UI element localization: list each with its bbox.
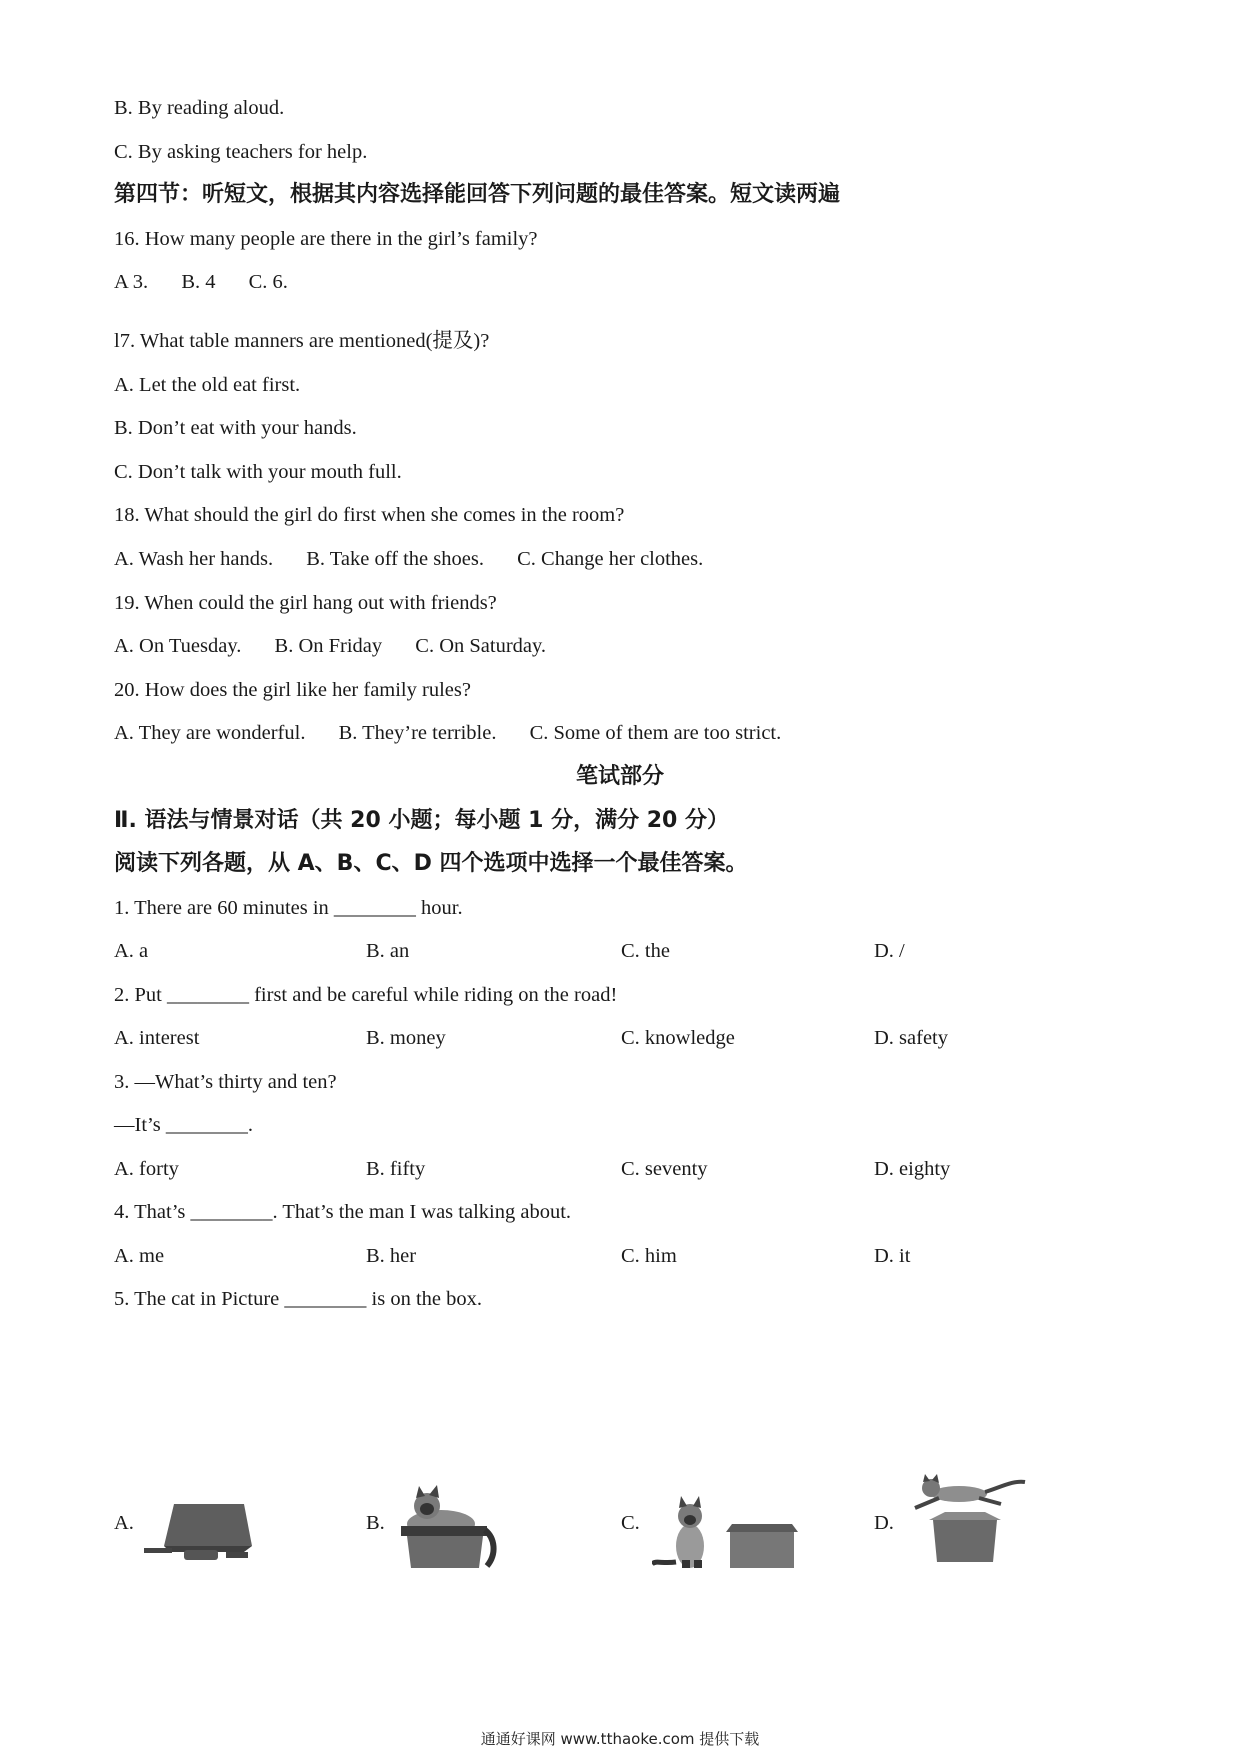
option: C. On Saturday. xyxy=(415,635,547,657)
option-d: D. it xyxy=(874,1245,911,1267)
option-b: B. money xyxy=(366,1027,446,1049)
option-c: C. xyxy=(621,1512,640,1534)
part2-heading: Ⅱ. 语法与情景对话（共 20 小题；每小题 1 分，满分 20 分） xyxy=(114,808,730,833)
grammar-question-2: 2. Put ________ first and be careful while riding on the road! xyxy=(114,984,618,1006)
question-19: 19. When could the girl hang out with friends? xyxy=(114,592,497,614)
options-20 xyxy=(114,720,809,746)
option-c: C. seventy xyxy=(621,1158,708,1180)
option-a: A. a xyxy=(114,940,149,962)
option-a: A. xyxy=(114,1512,134,1534)
option: C. 6. xyxy=(248,271,288,293)
option-b: B. her xyxy=(366,1245,417,1267)
grammar-question-1: 1. There are 60 minutes in ________ hour. xyxy=(114,897,463,919)
option: B. Take off the shoes. xyxy=(306,548,484,570)
option-c: C. him xyxy=(621,1245,677,1267)
option: B. They’re terrible. xyxy=(338,722,497,744)
options-18 xyxy=(114,546,731,572)
options-g3 xyxy=(114,1156,1014,1182)
option-b: B. fifty xyxy=(366,1158,426,1180)
option-d: D. xyxy=(874,1512,894,1534)
grammar-question-3: 3. —What’s thirty and ten? xyxy=(114,1071,337,1093)
option-line: A. Let the old eat first. xyxy=(114,374,301,396)
option-d: D. safety xyxy=(874,1027,949,1049)
written-part-title: 笔试部分 xyxy=(575,764,664,789)
options-16 xyxy=(114,269,316,295)
option-d: D. / xyxy=(874,940,905,962)
option-b: B. xyxy=(366,1512,385,1534)
option-c: C. knowledge xyxy=(621,1027,735,1049)
grammar-question-3-reply: —It’s ________. xyxy=(114,1114,253,1136)
option-d: D. eighty xyxy=(874,1158,951,1180)
question-16: 16. How many people are there in the girl’s family? xyxy=(114,228,538,250)
option-line: C. Don’t talk with your mouth full. xyxy=(114,461,402,483)
options-g2 xyxy=(114,1025,1014,1051)
cat-beside-box-icon xyxy=(652,1490,802,1570)
option-line: B. By reading aloud. xyxy=(114,97,285,119)
option: B. 4 xyxy=(181,271,216,293)
option-c: C. the xyxy=(621,940,670,962)
grammar-question-5: 5. The cat in Picture ________ is on the box. xyxy=(114,1288,482,1310)
options-g1 xyxy=(114,938,1014,964)
option: A. Wash her hands. xyxy=(114,548,274,570)
question-17: l7. What table manners are mentioned(提及)? xyxy=(114,330,490,352)
option: C. Change her clothes. xyxy=(517,548,704,570)
part2-instruction: 阅读下列各题，从 A、B、C、D 四个选项中选择一个最佳答案。 xyxy=(114,851,748,876)
option-line: B. Don’t eat with your hands. xyxy=(114,417,357,439)
option-a: A. me xyxy=(114,1245,165,1267)
grammar-question-4: 4. That’s ________. That’s the man I was talking about. xyxy=(114,1201,572,1223)
option-line: C. By asking teachers for help. xyxy=(114,141,368,163)
option-b: B. an xyxy=(366,940,410,962)
option: B. On Friday xyxy=(274,635,383,657)
question-18: 18. What should the girl do first when she comes in the room? xyxy=(114,504,625,526)
cat-in-box-icon xyxy=(399,1482,499,1572)
footer-credit: 通通好课网 www.tthaoke.com 提供下载 xyxy=(480,1730,760,1748)
option: A. On Tuesday. xyxy=(114,635,242,657)
options-g4 xyxy=(114,1243,1014,1269)
options-19 xyxy=(114,633,574,659)
cat-above-box-icon xyxy=(909,1474,1029,1566)
picture-options xyxy=(114,1482,1054,1572)
option: A 3. xyxy=(114,271,149,293)
option: C. Some of them are too strict. xyxy=(529,722,782,744)
option-a: A. forty xyxy=(114,1158,179,1180)
box-over-cat-icon xyxy=(144,1504,254,1564)
option-a: A. interest xyxy=(114,1027,200,1049)
option: A. They are wonderful. xyxy=(114,722,306,744)
question-20: 20. How does the girl like her family rules? xyxy=(114,679,471,701)
section-heading: 第四节：听短文，根据其内容选择能回答下列问题的最佳答案。短文读两遍 xyxy=(114,182,841,207)
